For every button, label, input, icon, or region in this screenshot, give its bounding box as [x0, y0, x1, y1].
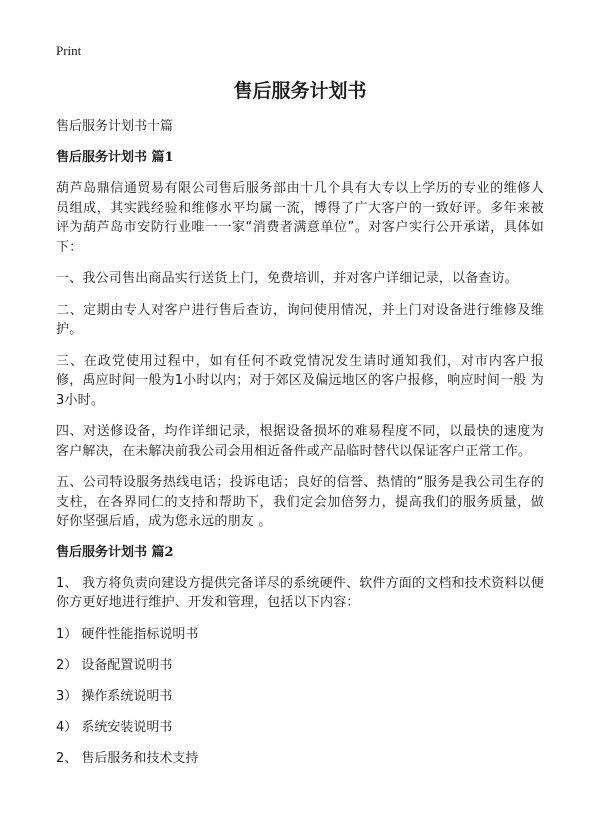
document-subtitle: 售后服务计划书十篇 — [56, 119, 174, 134]
section1-paragraph-5: 五、公司特设服务热线电话；投诉电话；良好的信誉、热情的“服务是我公司生存的支柱，在各界同仁的支持和帮助下，我们定会加倍努力，提高我们的服务质量，做好你坚强后盾，成为您永远的朋友 。 — [56, 475, 544, 529]
print-label: Print — [56, 43, 82, 58]
section1-paragraph-3: 三、在政党使用过程中，如有任何不政党情况发生请时通知我们，对市内客户报修，禹应时间一般为1小时以内；对于郊区及偏远地区的客户报修，响应时间一般 为3小时。 — [56, 353, 545, 408]
section2-list-item: 2、 售后服务和技术支持 — [56, 750, 199, 766]
section1-paragraph-1: 一、我公司售出商品实行送货上门，免费培训，并对客户详细记录，以备查访。 — [56, 271, 519, 286]
section2-intro: 1、 我方将负责向建设方提供完备详尽的系统硬件、软件方面的文档和技术资料以便你方更好地进行维护、开发和管理，包括以下内容： — [56, 575, 545, 610]
section1-paragraph-intro: 葫芦岛鼎信通贸易有限公司售后服务部由十几个具有大专以上学历的专业的维修人员组成，其实践经验和维修水平均属一流，博得了广大客户的一致好评。多年来被评为葫芦岛市安防行业唯一一家“消费者满意单位”。对客户实行公开承诺，具体如下： — [56, 181, 544, 255]
section2-list-item: 1） 硬件性能指标说明书 — [56, 626, 199, 642]
section1-heading: 售后服务计划书 篇1 — [56, 150, 174, 165]
section2-list-item: 2） 设备配置说明书 — [56, 657, 173, 673]
document-title: 售后服务计划书 — [233, 80, 367, 102]
section1-paragraph-4: 四、对送修设备，均作详细记录，根据设备损坏的难易程度不同，以最快的速度为客户解决，在未解决前我公司会用相近备件或产品临时替代以保证客户正常工作。 — [56, 424, 544, 459]
section2-heading: 售后服务计划书 篇2 — [56, 544, 174, 560]
section1-paragraph-2: 二、定期由专人对客户进行售后查访，询问使用情况，并上门对设备进行维修及维护。 — [56, 302, 544, 337]
section2-list-item: 3） 操作系统说明书 — [56, 688, 173, 704]
section2-list-item: 4） 系统安装说明书 — [56, 719, 173, 735]
